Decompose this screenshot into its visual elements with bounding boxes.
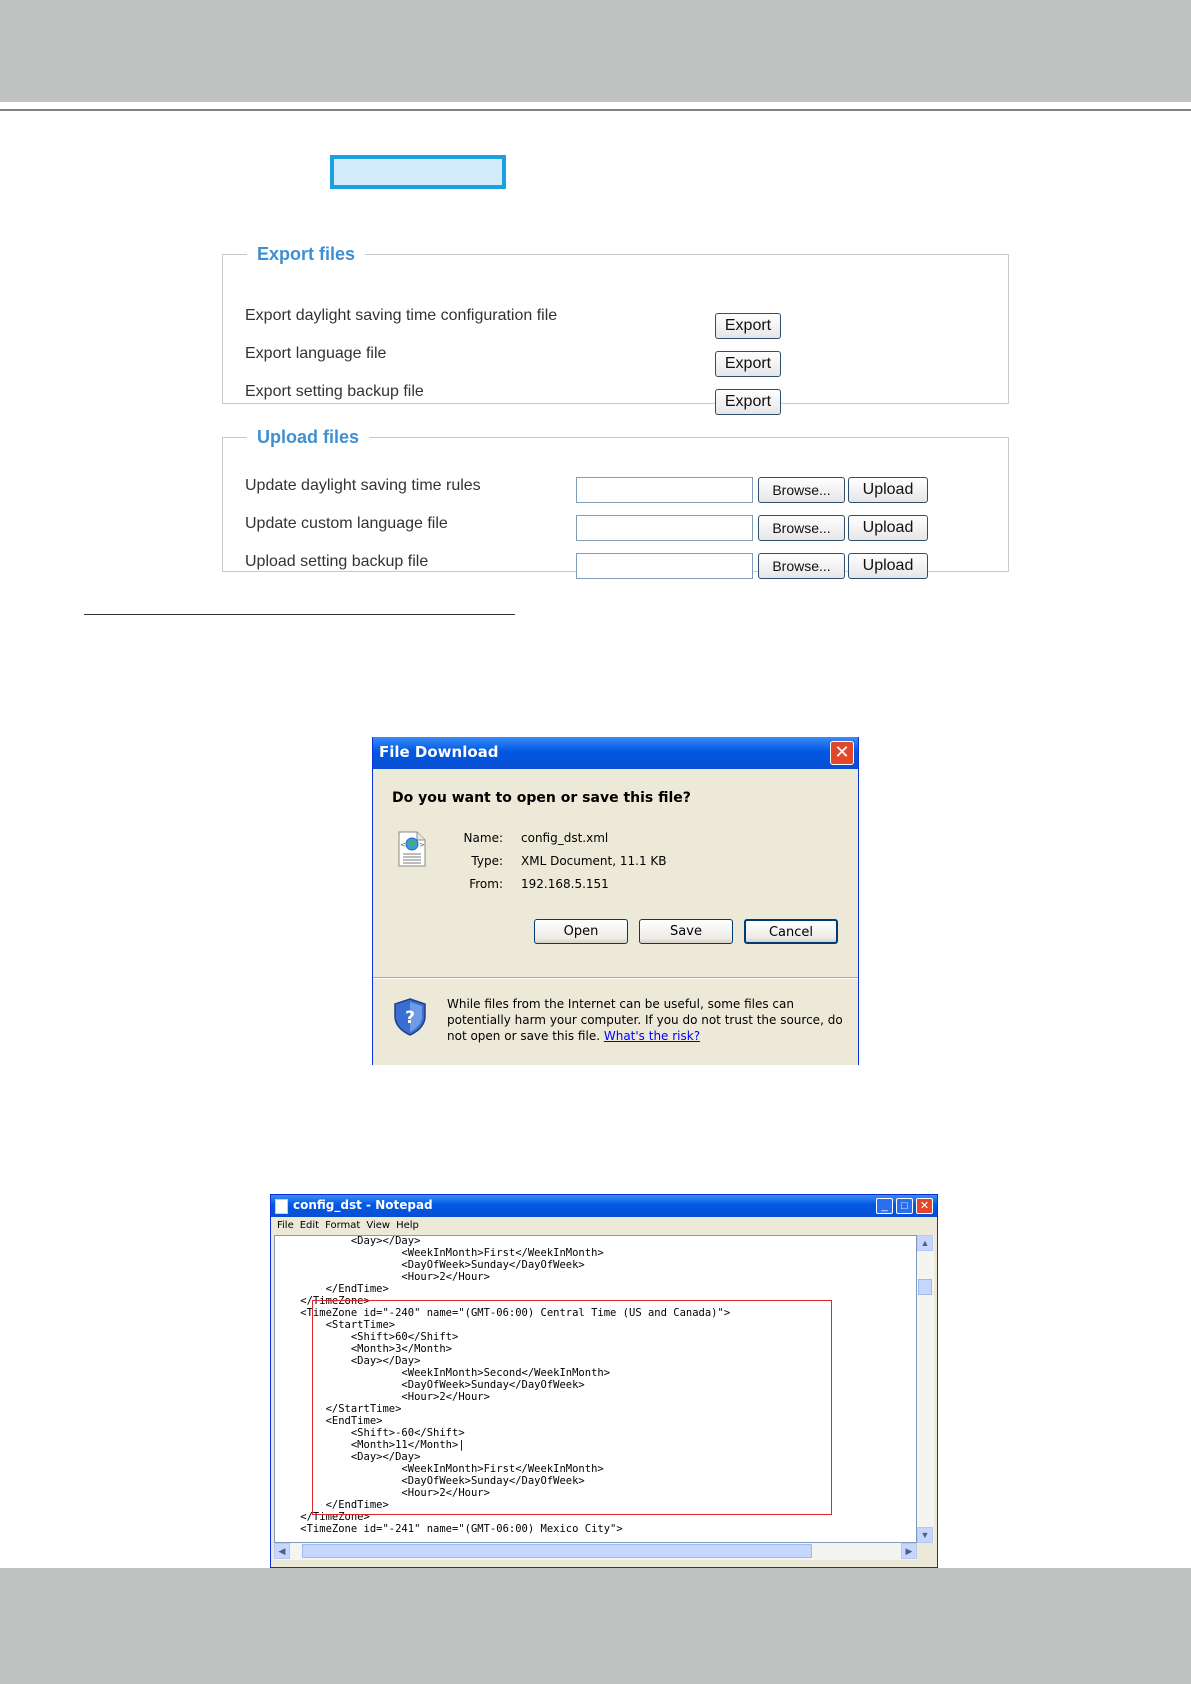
dialog-close-button[interactable]: ✕ <box>830 741 854 765</box>
export-backup-label: Export setting backup file <box>245 383 424 400</box>
menu-format[interactable]: Format <box>325 1220 361 1231</box>
text-line: <StartTime> <box>275 1319 396 1331</box>
export-dst-label: Export daylight saving time configuration file <box>245 307 558 324</box>
text-line: <Shift>60</Shift> <box>275 1331 459 1343</box>
text-line: <DayOfWeek>Sunday</DayOfWeek> <box>275 1259 585 1271</box>
export-backup-button[interactable]: Export <box>715 389 781 415</box>
name-value: config_dst.xml <box>521 831 609 845</box>
upload-files-panel <box>222 427 1009 572</box>
export-language-button[interactable]: Export <box>715 351 781 377</box>
text-line: <Hour>2</Hour> <box>275 1391 490 1403</box>
dialog-title: File Download <box>379 743 499 761</box>
upload-language-browse-button[interactable]: Browse... <box>758 515 845 541</box>
text-line: <Hour>2</Hour> <box>275 1271 490 1283</box>
dialog-title-bar <box>373 737 858 769</box>
upload-dst-label: Update daylight saving time rules <box>245 477 481 494</box>
text-line: <Day></Day> <box>275 1451 421 1463</box>
from-value: 192.168.5.151 <box>521 877 609 891</box>
highlight-red-box <box>312 1300 832 1515</box>
text-line: <WeekInMonth>Second</WeekInMonth> <box>275 1367 611 1379</box>
xml-file-icon <box>397 831 427 871</box>
upload-backup-label: Upload setting backup file <box>245 553 429 570</box>
text-line: <Day></Day> <box>275 1355 421 1367</box>
text-line: </StartTime> <box>275 1403 402 1415</box>
upload-language-file-input[interactable] <box>576 515 753 541</box>
scroll-down-button[interactable]: ▼ <box>917 1527 933 1543</box>
scroll-up-button[interactable]: ▲ <box>917 1235 933 1251</box>
menu-help[interactable]: Help <box>396 1220 419 1231</box>
text-line: <WeekInMonth>First</WeekInMonth> <box>275 1463 604 1475</box>
upload-language-upload-button[interactable]: Upload <box>848 515 928 541</box>
from-label: From: <box>469 877 503 891</box>
export-files-legend: Export files <box>257 244 356 264</box>
notepad-title: config_dst - Notepad <box>293 1198 433 1212</box>
dialog-separator <box>373 977 858 979</box>
horizontal-scroll-thumb[interactable] <box>302 1544 812 1558</box>
text-line: <TimeZone id="-240" name="(GMT-06:00) Central Time (US and Canada)"> <box>275 1307 731 1319</box>
upload-dst-file-input[interactable] <box>576 477 753 503</box>
page-footer-band <box>0 1568 1191 1684</box>
upload-backup-file-input[interactable] <box>576 553 753 579</box>
maximize-button[interactable]: □ <box>896 1198 913 1214</box>
text-line: <Month>11</Month>| <box>275 1439 465 1451</box>
text-line: <TimeZone id="-241" name="(GMT-06:00) Mexico City"> <box>275 1523 623 1535</box>
text-line: <EndTime> <box>275 1415 383 1427</box>
svg-text:<: < <box>400 841 406 849</box>
dialog-question: Do you want to open or save this file? <box>392 790 691 806</box>
export-language-label: Export language file <box>245 345 387 362</box>
notepad-title-bar <box>271 1195 937 1217</box>
text-line: <Shift>-60</Shift> <box>275 1427 465 1439</box>
dialog-warning <box>447 996 847 1044</box>
close-button[interactable]: ✕ <box>916 1198 933 1214</box>
whats-the-risk-link[interactable]: What's the risk? <box>603 1029 701 1043</box>
text-line: </EndTime> <box>275 1499 389 1511</box>
upload-backup-browse-button[interactable]: Browse... <box>758 553 845 579</box>
text-line: <Day></Day> <box>275 1235 421 1247</box>
upload-files-legend: Upload files <box>257 427 360 447</box>
upload-backup-upload-button[interactable]: Upload <box>848 553 928 579</box>
text-line: <Month>3</Month> <box>275 1343 453 1355</box>
svg-text:?: ? <box>405 1008 415 1028</box>
menu-edit[interactable]: Edit <box>299 1220 320 1231</box>
text-line: <DayOfWeek>Sunday</DayOfWeek> <box>275 1475 585 1487</box>
text-line: <Hour>2</Hour> <box>275 1487 490 1499</box>
text-line: <WeekInMonth>First</WeekInMonth> <box>275 1247 604 1259</box>
export-dst-button[interactable]: Export <box>715 313 781 339</box>
upload-dst-upload-button[interactable]: Upload <box>848 477 928 503</box>
export-files-panel <box>222 244 1009 410</box>
page-header-band <box>0 0 1191 102</box>
shield-question-icon <box>392 997 428 1041</box>
warning-text: While files from the Internet can be useful, some files can potentially harm your computer. If you do not trust the source, do not open or save this file. <box>447 997 843 1043</box>
menu-file[interactable]: File <box>277 1220 294 1231</box>
file-download-dialog <box>372 737 859 1065</box>
text-line: <DayOfWeek>Sunday</DayOfWeek> <box>275 1379 585 1391</box>
type-value: XML Document, 11.1 KB <box>521 854 667 868</box>
upload-language-label: Update custom language file <box>245 515 448 532</box>
text-line: </EndTime> <box>275 1283 389 1295</box>
upload-dst-browse-button[interactable]: Browse... <box>758 477 845 503</box>
section-divider <box>84 614 515 615</box>
header-rule <box>0 109 1191 111</box>
save-button[interactable]: Save <box>639 919 733 944</box>
minimize-button[interactable]: _ <box>876 1198 893 1214</box>
vertical-scrollbar[interactable] <box>917 1235 934 1543</box>
horizontal-scrollbar[interactable] <box>274 1543 917 1560</box>
notepad-app-icon <box>275 1199 288 1214</box>
name-label: Name: <box>463 831 503 845</box>
scroll-left-button[interactable]: ◀ <box>274 1543 290 1559</box>
scroll-right-button[interactable]: ▶ <box>901 1543 917 1559</box>
open-button[interactable]: Open <box>534 919 628 944</box>
cancel-button[interactable]: Cancel <box>744 919 838 944</box>
notepad-menu-bar <box>271 1217 937 1235</box>
text-line: </TimeZone> <box>275 1295 370 1307</box>
text-line: </TimeZone> <box>275 1511 370 1523</box>
svg-text:>: > <box>419 841 425 849</box>
highlighted-tab-box <box>330 155 506 189</box>
vertical-scroll-thumb[interactable] <box>918 1279 932 1295</box>
menu-view[interactable]: View <box>366 1220 391 1231</box>
type-label: Type: <box>471 854 503 868</box>
